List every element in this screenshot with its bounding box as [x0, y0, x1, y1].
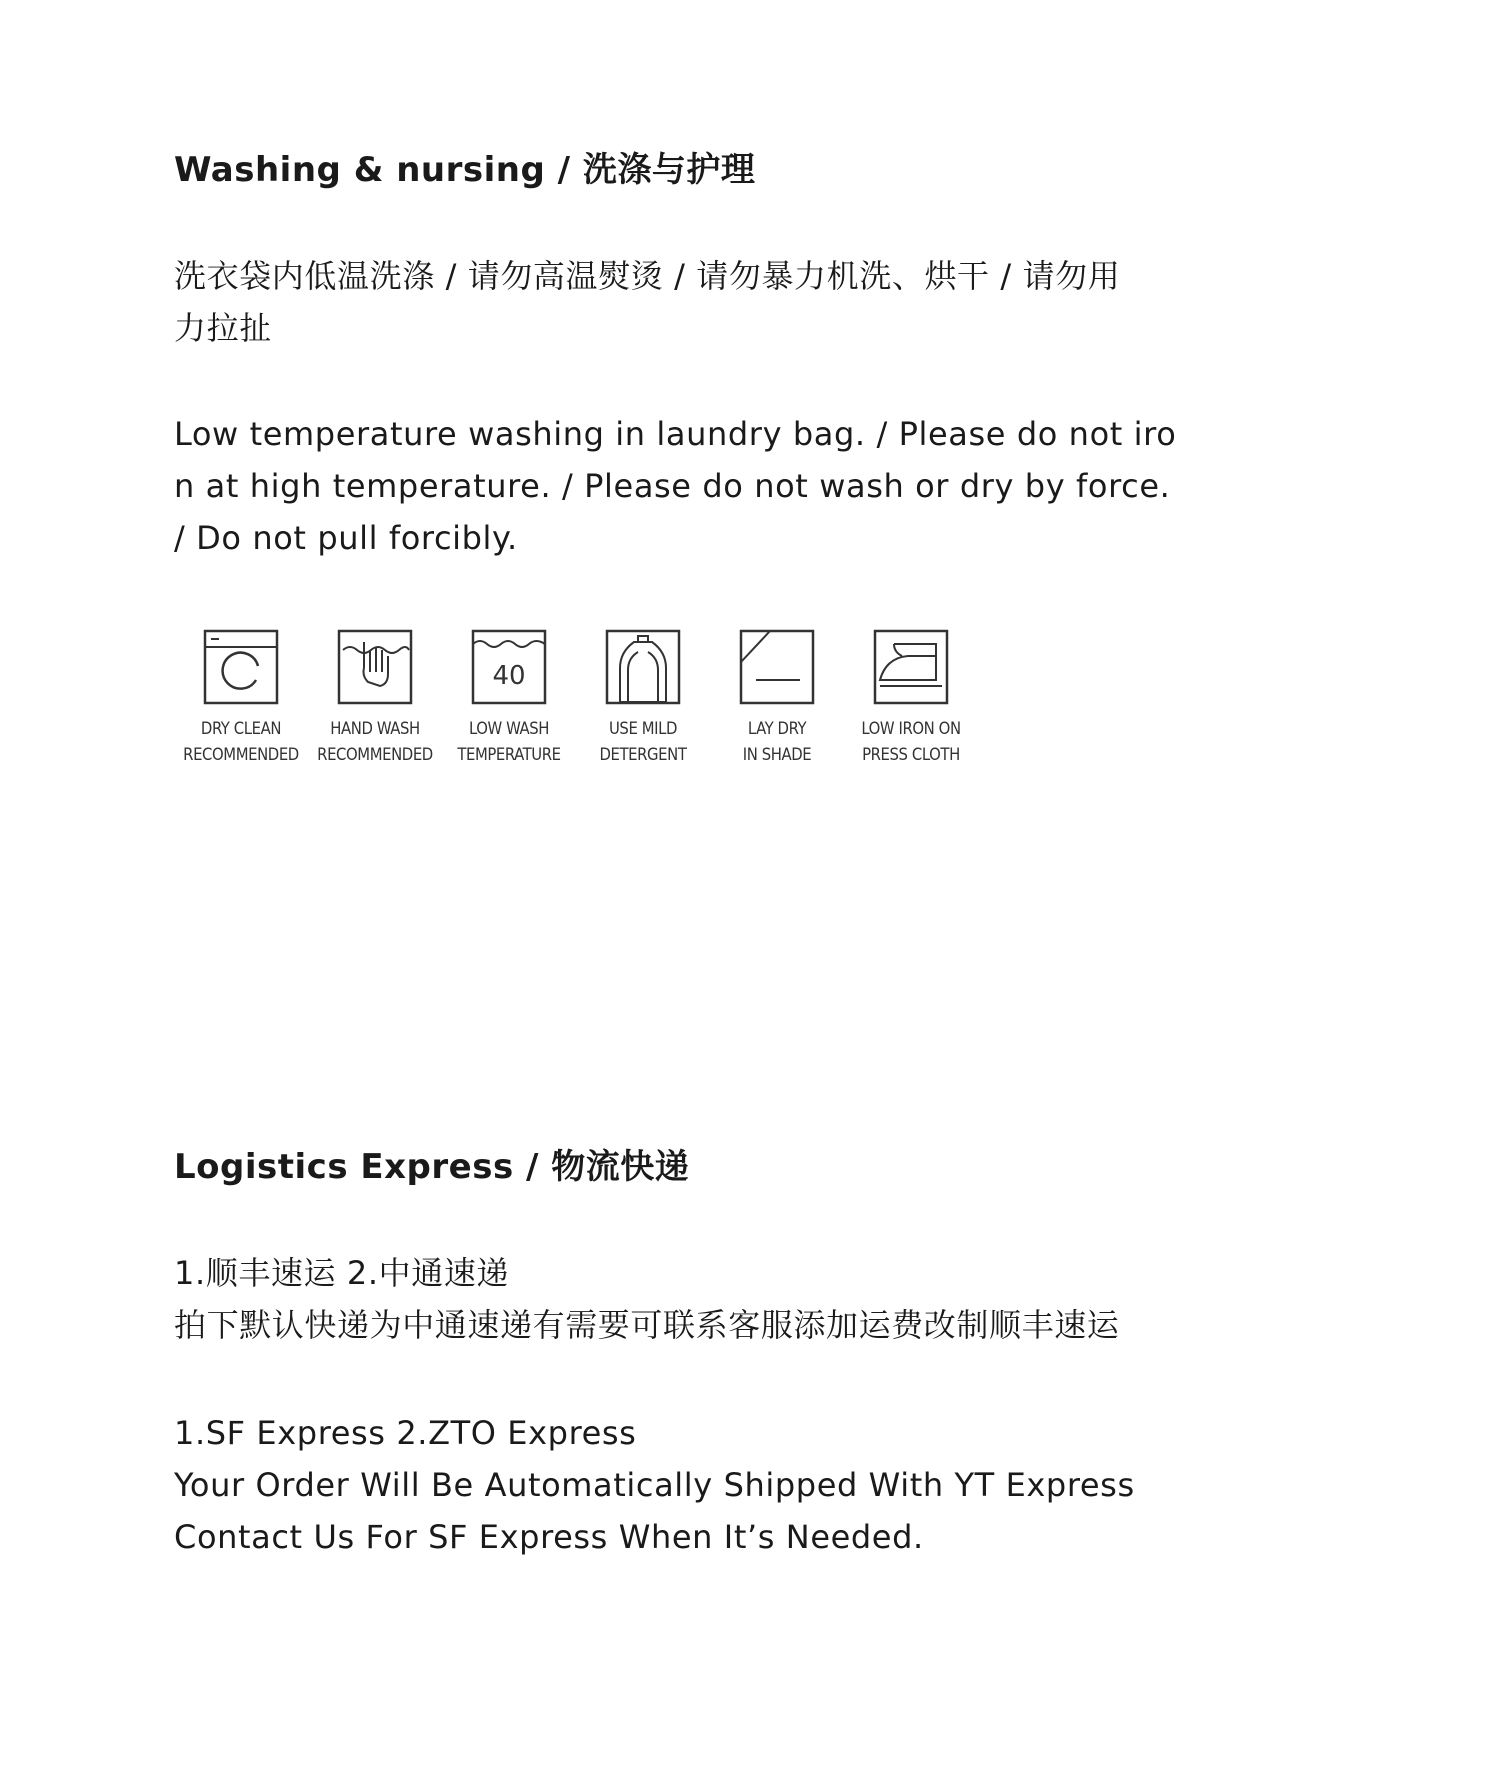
logistics-info-en — [174, 1407, 1344, 1563]
washing-machine-icon — [202, 628, 280, 706]
washing-zh-line: 力拉扯 — [174, 309, 272, 347]
care-label-lay-dry: LAY DRY IN SHADE — [742, 719, 812, 764]
logistics-en-line: Contact Us For SF Express When It’s Needed. — [174, 1518, 924, 1556]
logistics-zh-line: 1.顺丰速运 2.中通速递 — [174, 1254, 510, 1292]
care-label-dry-clean: DRY CLEAN RECOMMENDED — [183, 719, 299, 764]
dry-flat-shade-icon — [738, 628, 816, 706]
logistics-en-line: Your Order Will Be Automatically Shipped With YT Express — [174, 1466, 1135, 1504]
logistics-en-line: 1.SF Express 2.ZTO Express — [174, 1414, 637, 1452]
care-item-low-wash — [442, 628, 576, 768]
logistics-title: Logistics Express / 物流快递 — [174, 1147, 690, 1187]
care-item-lay-dry — [710, 628, 844, 768]
washing-en-line: Low temperature washing in laundry bag. / Please do not iro — [174, 415, 1177, 453]
washing-zh-line: 洗衣袋内低温洗涤 / 请勿高温熨烫 / 请勿暴力机洗、烘干 / 请勿用 — [174, 257, 1121, 295]
care-label-hand-wash: HAND WASH RECOMMENDED — [317, 719, 433, 764]
washing-section — [174, 148, 1344, 764]
svg-text:40: 40 — [492, 661, 526, 691]
detergent-bottle-icon — [604, 628, 682, 706]
care-item-mild-detergent — [576, 628, 710, 768]
washing-instructions-en — [174, 408, 1344, 564]
logistics-info-zh — [174, 1247, 1344, 1351]
care-label-low-wash: LOW WASH TEMPERATURE — [457, 719, 561, 764]
care-item-dry-clean — [174, 628, 308, 768]
care-label-low-iron: LOW IRON ON PRESS CLOTH — [861, 719, 961, 764]
washing-en-line: n at high temperature. / Please do not wash or dry by force. — [174, 467, 1171, 505]
hand-wash-icon — [336, 628, 414, 706]
washing-en-line: / Do not pull forcibly. — [174, 519, 518, 557]
care-item-low-iron — [844, 628, 978, 768]
care-symbols-row — [174, 628, 978, 768]
washing-title: Washing & nursing / 洗涤与护理 — [174, 150, 756, 190]
logistics-section — [174, 1145, 1344, 1556]
care-item-hand-wash — [308, 628, 442, 768]
iron-icon — [872, 628, 950, 706]
logistics-zh-line: 拍下默认快递为中通速递有需要可联系客服添加运费改制顺丰速运 — [174, 1306, 1120, 1344]
wash-40-icon — [470, 628, 548, 706]
care-label-mild-detergent: USE MILD DETERGENT — [599, 719, 687, 764]
washing-instructions-zh — [174, 250, 1344, 354]
